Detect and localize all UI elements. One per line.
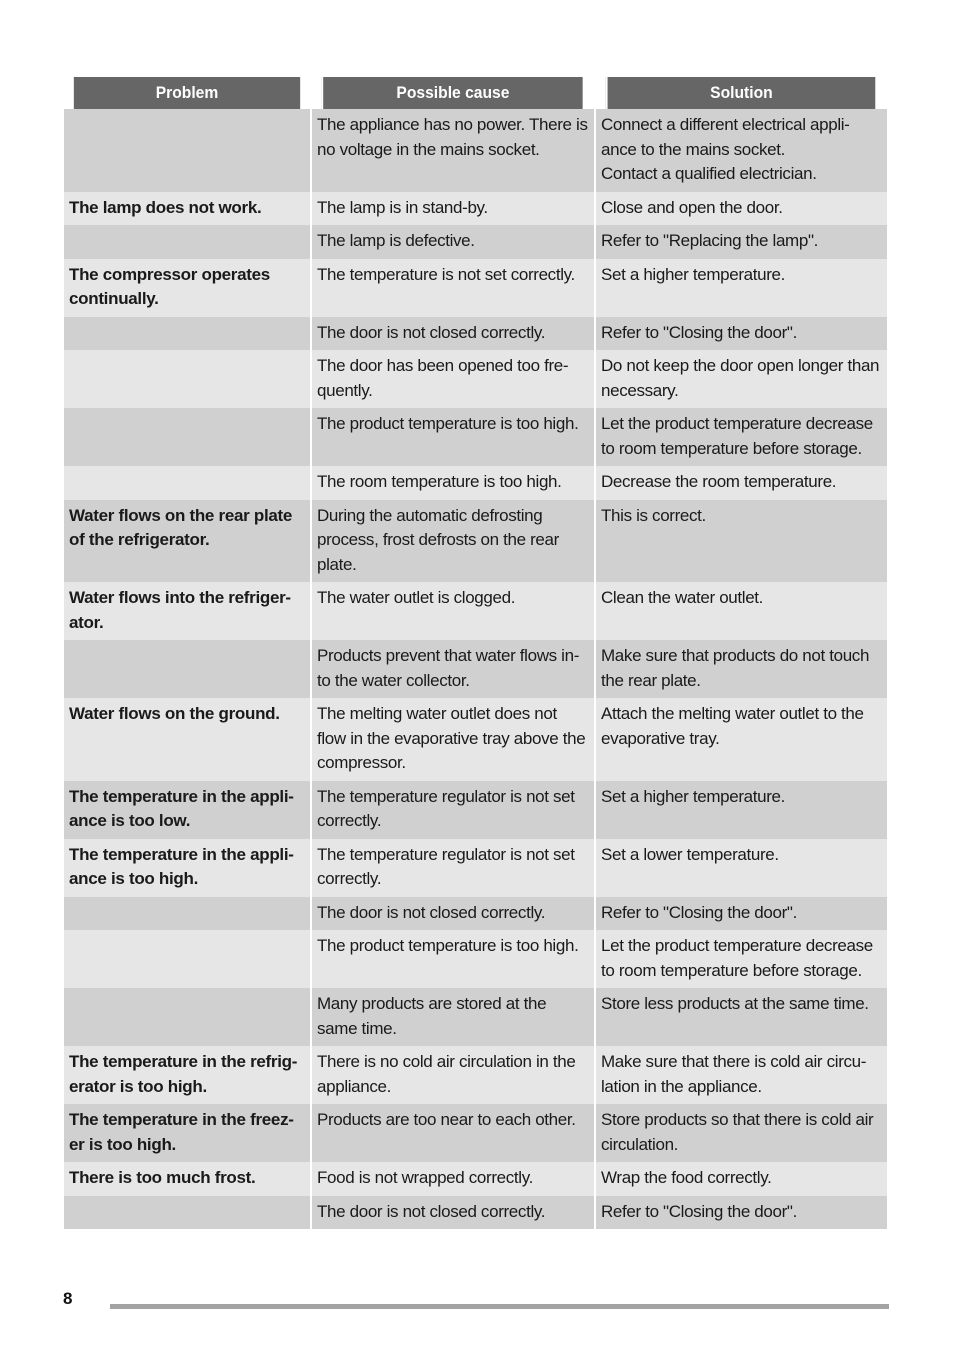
problem-cell xyxy=(64,839,310,897)
cause-cell xyxy=(310,192,594,226)
problem-cell-text: The temperature in the appli- ance is too high. xyxy=(69,844,294,888)
problem-cell-text: The temperature in the appli- ance is too low. xyxy=(69,786,294,830)
cause-cell-text: The water outlet is clogged. xyxy=(317,588,516,607)
solution-cell xyxy=(594,225,887,259)
problem-cell xyxy=(64,897,310,931)
solution-cell xyxy=(594,1104,887,1162)
table-header-row xyxy=(64,77,887,109)
table-row xyxy=(64,1046,887,1104)
problem-cell-text: The temperature in the refrig- erator is too high. xyxy=(69,1052,298,1096)
solution-cell xyxy=(594,1162,887,1196)
problem-cell xyxy=(64,500,310,583)
solution-cell-text: Clean the water outlet. xyxy=(601,588,764,607)
solution-cell-text: Wrap the food correctly. xyxy=(601,1168,772,1187)
cause-cell-text: During the automatic defrosting process, frost defrosts on the rear plate. xyxy=(317,505,559,574)
solution-cell-text: Decrease the room temperature. xyxy=(601,472,837,491)
cause-cell xyxy=(310,698,594,781)
solution-cell xyxy=(594,109,887,192)
troubleshooting-table xyxy=(64,77,887,1229)
solution-cell-text: Make sure that there is cold air circu- lation in the appliance. xyxy=(601,1052,867,1096)
cause-cell xyxy=(310,930,594,988)
solution-cell-text: Connect a different electrical appli- ance to the mains socket. Contact a qualified electrician. xyxy=(601,115,850,183)
solution-cell xyxy=(594,1196,887,1230)
problem-cell xyxy=(64,698,310,781)
solution-cell-text: Store products so that there is cold air circulation. xyxy=(601,1110,874,1154)
problem-cell xyxy=(64,988,310,1046)
cause-cell-text: The room temperature is too high. xyxy=(317,472,562,491)
table-row xyxy=(64,350,887,408)
cause-cell-text: The appliance has no power. There is no voltage in the mains socket. xyxy=(317,115,588,159)
cause-cell-text: The temperature is not set correctly. xyxy=(317,264,575,284)
cause-cell-text: Food is not wrapped correctly. xyxy=(317,1168,533,1187)
table-row xyxy=(64,897,887,931)
problem-cell-text: The lamp does not work. xyxy=(69,197,262,217)
cause-cell-text: The door is not closed correctly. xyxy=(317,902,546,922)
problem-cell xyxy=(64,640,310,698)
table-row xyxy=(64,582,887,640)
problem-cell xyxy=(64,259,310,317)
cause-cell xyxy=(310,259,594,317)
problem-cell xyxy=(64,1104,310,1162)
solution-cell xyxy=(594,1046,887,1104)
solution-cell xyxy=(594,839,887,897)
solution-cell xyxy=(594,582,887,640)
problem-cell-text: Water flows on the rear plate of the refrigerator. xyxy=(69,505,293,549)
problem-cell-text: The compressor operates continually. xyxy=(69,264,270,308)
cause-cell xyxy=(310,781,594,839)
table-row xyxy=(64,500,887,583)
table-row xyxy=(64,698,887,781)
solution-cell-text: Close and open the door. xyxy=(601,197,783,217)
solution-cell xyxy=(594,317,887,351)
header-solution: Solution xyxy=(606,77,876,109)
cause-cell xyxy=(310,582,594,640)
cause-cell-text: The product temperature is too high. xyxy=(317,414,579,433)
cause-cell-text: The temperature regulator is not set correctly. xyxy=(317,786,575,830)
cause-cell-text: The melting water outlet does not flow in the evaporative tray above the compressor. xyxy=(317,704,586,772)
problem-cell xyxy=(64,192,310,226)
solution-cell xyxy=(594,930,887,988)
solution-cell-text: Refer to "Closing the door". xyxy=(601,902,797,922)
table-row xyxy=(64,317,887,351)
problem-cell xyxy=(64,930,310,988)
cause-cell-text: The door is not closed correctly. xyxy=(317,1201,546,1221)
page-number: 8 xyxy=(63,1289,73,1308)
solution-cell-text: This is correct. xyxy=(601,505,706,525)
problem-cell xyxy=(64,466,310,500)
table-row xyxy=(64,259,887,317)
table-row xyxy=(64,930,887,988)
problem-cell xyxy=(64,582,310,640)
cause-cell xyxy=(310,839,594,897)
cause-cell xyxy=(310,897,594,931)
table-row xyxy=(64,109,887,192)
problem-cell xyxy=(64,1162,310,1196)
table-row xyxy=(64,1104,887,1162)
problem-cell-text: The temperature in the freez- er is too high. xyxy=(69,1110,294,1154)
solution-cell-text: Do not keep the door open longer than necessary. xyxy=(601,356,880,400)
solution-cell-text: Refer to "Closing the door". xyxy=(601,322,797,342)
table-row xyxy=(64,988,887,1046)
solution-cell-text: Refer to "Replacing the lamp". xyxy=(601,231,819,250)
table-row xyxy=(64,192,887,226)
solution-cell-text: Attach the melting water outlet to the evaporative tray. xyxy=(601,704,864,748)
problem-cell-text: There is too much frost. xyxy=(69,1168,256,1187)
table-body xyxy=(64,109,887,1229)
problem-cell xyxy=(64,408,310,466)
cause-cell xyxy=(310,317,594,351)
header-possible-cause: Possible cause xyxy=(321,77,582,109)
solution-cell-text: Refer to "Closing the door". xyxy=(601,1201,797,1221)
solution-cell-text: Make sure that products do not touch the rear plate. xyxy=(601,646,870,690)
table-row xyxy=(64,1196,887,1230)
solution-cell xyxy=(594,192,887,226)
cause-cell xyxy=(310,225,594,259)
cause-cell-text: The door has been opened too fre- quently. xyxy=(317,356,569,400)
solution-cell xyxy=(594,466,887,500)
solution-cell xyxy=(594,897,887,931)
problem-cell-text: Water flows on the ground. xyxy=(69,704,280,723)
cause-cell xyxy=(310,350,594,408)
cause-cell xyxy=(310,1046,594,1104)
cause-cell-text: The product temperature is too high. xyxy=(317,936,579,955)
cause-cell-text: Products are too near to each other. xyxy=(317,1110,576,1129)
cause-cell-text: The lamp is defective. xyxy=(317,231,475,250)
solution-cell-text: Let the product temperature decrease to room temperature before storage. xyxy=(601,414,873,458)
cause-cell-text: There is no cold air circulation in the appliance. xyxy=(317,1052,576,1096)
cause-cell-text: The door is not closed correctly. xyxy=(317,322,546,342)
solution-cell xyxy=(594,988,887,1046)
problem-cell-text: Water flows into the refriger- ator. xyxy=(69,588,291,632)
cause-cell xyxy=(310,640,594,698)
table-row xyxy=(64,225,887,259)
solution-cell-text: Let the product temperature decrease to room temperature before storage. xyxy=(601,936,873,980)
problem-cell xyxy=(64,1046,310,1104)
solution-cell xyxy=(594,698,887,781)
table-row xyxy=(64,640,887,698)
cause-cell xyxy=(310,988,594,1046)
problem-cell xyxy=(64,225,310,259)
solution-cell-text: Set a higher temperature. xyxy=(601,264,786,284)
cause-cell xyxy=(310,1196,594,1230)
solution-cell xyxy=(594,350,887,408)
table-row xyxy=(64,408,887,466)
solution-cell xyxy=(594,259,887,317)
header-problem: Problem xyxy=(74,77,300,109)
solution-cell xyxy=(594,640,887,698)
cause-cell-text: The lamp is in stand-by. xyxy=(317,197,488,217)
table-row xyxy=(64,781,887,839)
solution-cell-text: Set a lower temperature. xyxy=(601,844,779,864)
footer-rule xyxy=(110,1304,889,1309)
cause-cell xyxy=(310,1104,594,1162)
cause-cell-text: Products prevent that water flows in- to the water collector. xyxy=(317,646,580,690)
problem-cell xyxy=(64,317,310,351)
problem-cell xyxy=(64,781,310,839)
cause-cell xyxy=(310,1162,594,1196)
problem-cell xyxy=(64,350,310,408)
solution-cell xyxy=(594,408,887,466)
cause-cell xyxy=(310,109,594,192)
problem-cell xyxy=(64,109,310,192)
cause-cell-text: Many products are stored at the same time. xyxy=(317,994,547,1038)
table-row xyxy=(64,1162,887,1196)
cause-cell xyxy=(310,408,594,466)
solution-cell xyxy=(594,781,887,839)
table-row xyxy=(64,466,887,500)
solution-cell xyxy=(594,500,887,583)
problem-cell xyxy=(64,1196,310,1230)
table-row xyxy=(64,839,887,897)
cause-cell xyxy=(310,466,594,500)
cause-cell-text: The temperature regulator is not set correctly. xyxy=(317,844,575,888)
cause-cell xyxy=(310,500,594,583)
solution-cell-text: Set a higher temperature. xyxy=(601,786,786,806)
solution-cell-text: Store less products at the same time. xyxy=(601,994,869,1013)
